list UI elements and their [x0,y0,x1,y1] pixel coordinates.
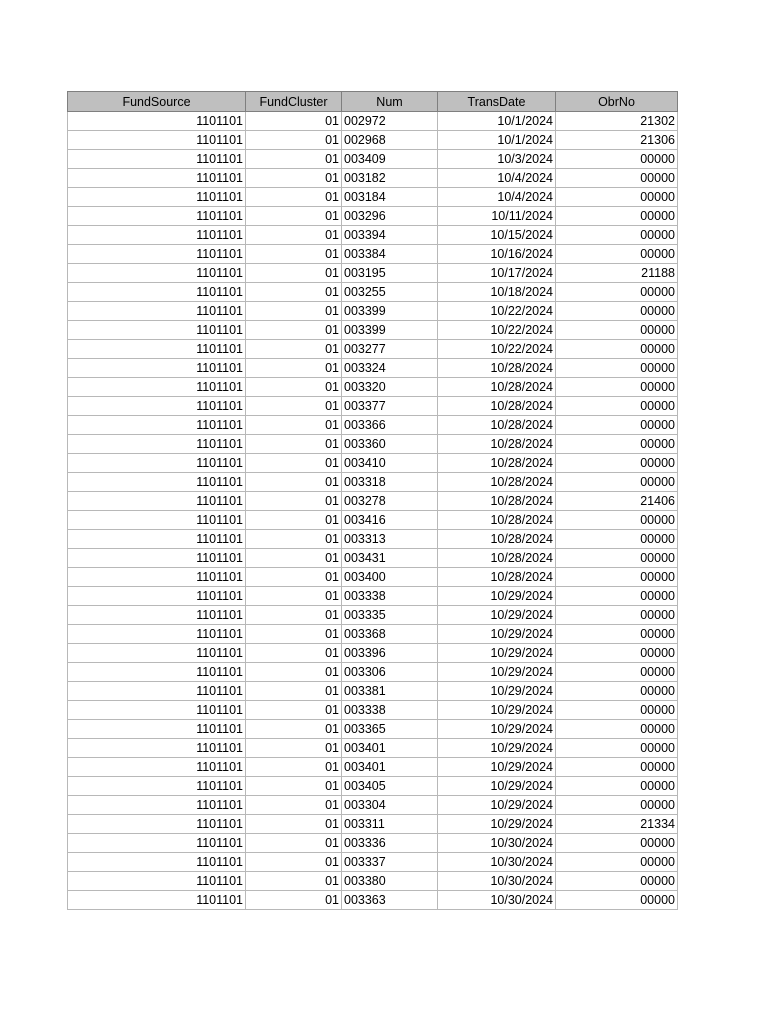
fundcluster-cell: 01 [246,606,342,625]
transdate-cell: 10/29/2024 [438,739,556,758]
fundsource-cell: 1101101 [68,739,246,758]
obrno-cell: 00000 [556,207,678,226]
fundcluster-cell: 01 [246,492,342,511]
table-row [68,321,678,340]
transdate-cell: 10/30/2024 [438,834,556,853]
transdate-cell: 10/1/2024 [438,112,556,131]
obrno-cell: 21334 [556,815,678,834]
table-row [68,891,678,910]
num-cell: 003377 [342,397,438,416]
fundsource-cell: 1101101 [68,112,246,131]
obrno-cell: 00000 [556,682,678,701]
table-row [68,606,678,625]
obrno-cell: 21306 [556,131,678,150]
table-row [68,853,678,872]
num-cell: 003320 [342,378,438,397]
table-row [68,492,678,511]
num-cell: 003313 [342,530,438,549]
obrno-cell: 00000 [556,644,678,663]
num-cell: 003396 [342,644,438,663]
fundcluster-cell: 01 [246,511,342,530]
table-row [68,169,678,188]
table-row [68,245,678,264]
transdate-cell: 10/29/2024 [438,587,556,606]
num-cell: 003416 [342,511,438,530]
fundsource-cell: 1101101 [68,454,246,473]
fundcluster-cell: 01 [246,454,342,473]
table-row [68,530,678,549]
obrno-cell: 00000 [556,701,678,720]
fundsource-cell: 1101101 [68,549,246,568]
obrno-cell: 00000 [556,587,678,606]
fundcluster-cell: 01 [246,131,342,150]
fundcluster-cell: 01 [246,796,342,815]
transdate-cell: 10/3/2024 [438,150,556,169]
obrno-cell: 00000 [556,226,678,245]
fundcluster-cell: 01 [246,663,342,682]
transdate-cell: 10/29/2024 [438,644,556,663]
fundsource-cell: 1101101 [68,321,246,340]
obrno-cell: 00000 [556,188,678,207]
transdate-cell: 10/28/2024 [438,473,556,492]
fundcluster-cell: 01 [246,321,342,340]
num-cell: 002968 [342,131,438,150]
fundsource-cell: 1101101 [68,492,246,511]
transdate-cell: 10/30/2024 [438,872,556,891]
obrno-cell: 00000 [556,378,678,397]
transdate-cell: 10/18/2024 [438,283,556,302]
fundsource-cell: 1101101 [68,777,246,796]
obrno-cell: 00000 [556,549,678,568]
obrno-cell: 00000 [556,720,678,739]
transdate-cell: 10/28/2024 [438,359,556,378]
fundsource-cell: 1101101 [68,283,246,302]
fundcluster-cell: 01 [246,644,342,663]
fundcluster-cell: 01 [246,150,342,169]
fundsource-cell: 1101101 [68,682,246,701]
obrno-cell: 00000 [556,796,678,815]
table-row [68,625,678,644]
fundsource-cell: 1101101 [68,131,246,150]
transdate-cell: 10/30/2024 [438,891,556,910]
transdate-cell: 10/28/2024 [438,397,556,416]
fundcluster-cell: 01 [246,397,342,416]
table-row [68,815,678,834]
fundcluster-cell: 01 [246,777,342,796]
transdate-cell: 10/28/2024 [438,454,556,473]
obrno-cell: 21302 [556,112,678,131]
obrno-cell: 00000 [556,625,678,644]
num-cell: 003195 [342,264,438,283]
fundsource-cell: 1101101 [68,644,246,663]
obrno-cell: 00000 [556,473,678,492]
table-row [68,682,678,701]
transdate-cell: 10/28/2024 [438,530,556,549]
fundsource-cell: 1101101 [68,226,246,245]
table-row [68,872,678,891]
fundcluster-cell: 01 [246,853,342,872]
obrno-cell: 00000 [556,321,678,340]
transdate-cell: 10/28/2024 [438,492,556,511]
fundcluster-cell: 01 [246,815,342,834]
table-row [68,416,678,435]
fundcluster-cell: 01 [246,359,342,378]
table-row [68,758,678,777]
num-cell: 003401 [342,758,438,777]
table-row [68,150,678,169]
fundcluster-cell: 01 [246,302,342,321]
table-row [68,568,678,587]
data-table [67,91,678,910]
num-cell: 003336 [342,834,438,853]
transdate-cell: 10/29/2024 [438,777,556,796]
table-row [68,473,678,492]
transdate-cell: 10/29/2024 [438,701,556,720]
num-cell: 003306 [342,663,438,682]
obrno-cell: 00000 [556,283,678,302]
fundcluster-cell: 01 [246,169,342,188]
num-cell: 003278 [342,492,438,511]
num-cell: 003431 [342,549,438,568]
fundcluster-cell: 01 [246,112,342,131]
transdate-cell: 10/29/2024 [438,606,556,625]
fundsource-cell: 1101101 [68,758,246,777]
obrno-cell: 00000 [556,435,678,454]
transdate-cell: 10/22/2024 [438,302,556,321]
obrno-cell: 00000 [556,397,678,416]
fundsource-cell: 1101101 [68,720,246,739]
column-header-transdate: TransDate [438,92,556,112]
fundsource-cell: 1101101 [68,815,246,834]
num-cell: 003399 [342,321,438,340]
transdate-cell: 10/4/2024 [438,169,556,188]
table-row [68,511,678,530]
table-row [68,226,678,245]
fundcluster-cell: 01 [246,891,342,910]
fundsource-cell: 1101101 [68,872,246,891]
fundcluster-cell: 01 [246,378,342,397]
table-row [68,739,678,758]
obrno-cell: 00000 [556,359,678,378]
fundsource-cell: 1101101 [68,378,246,397]
num-cell: 003384 [342,245,438,264]
table-row [68,283,678,302]
fundcluster-cell: 01 [246,758,342,777]
fundsource-cell: 1101101 [68,891,246,910]
num-cell: 003368 [342,625,438,644]
table-row [68,663,678,682]
num-cell: 003182 [342,169,438,188]
transdate-cell: 10/28/2024 [438,435,556,454]
num-cell: 003400 [342,568,438,587]
fundsource-cell: 1101101 [68,625,246,644]
fundsource-cell: 1101101 [68,302,246,321]
table-row [68,435,678,454]
fundcluster-cell: 01 [246,283,342,302]
fundsource-cell: 1101101 [68,701,246,720]
fundcluster-cell: 01 [246,587,342,606]
fundcluster-cell: 01 [246,872,342,891]
num-cell: 003338 [342,587,438,606]
num-cell: 003405 [342,777,438,796]
num-cell: 003409 [342,150,438,169]
fundcluster-cell: 01 [246,340,342,359]
obrno-cell: 00000 [556,834,678,853]
fundcluster-cell: 01 [246,473,342,492]
transdate-cell: 10/1/2024 [438,131,556,150]
num-cell: 003311 [342,815,438,834]
table-row [68,359,678,378]
transdate-cell: 10/28/2024 [438,378,556,397]
fundcluster-cell: 01 [246,188,342,207]
num-cell: 003255 [342,283,438,302]
obrno-cell: 00000 [556,530,678,549]
fundcluster-cell: 01 [246,701,342,720]
transdate-cell: 10/29/2024 [438,758,556,777]
table-row [68,644,678,663]
num-cell: 003394 [342,226,438,245]
num-cell: 003380 [342,872,438,891]
fundsource-cell: 1101101 [68,359,246,378]
fundcluster-cell: 01 [246,530,342,549]
column-header-fundsource: FundSource [68,92,246,112]
obrno-cell: 21406 [556,492,678,511]
num-cell: 003401 [342,739,438,758]
table-row [68,777,678,796]
num-cell: 003363 [342,891,438,910]
table-row [68,340,678,359]
fundsource-cell: 1101101 [68,834,246,853]
fundsource-cell: 1101101 [68,397,246,416]
fundsource-cell: 1101101 [68,568,246,587]
table-row [68,302,678,321]
column-header-fundcluster: FundCluster [246,92,342,112]
table-row [68,834,678,853]
transdate-cell: 10/30/2024 [438,853,556,872]
table-row [68,796,678,815]
table-row [68,378,678,397]
num-cell: 003337 [342,853,438,872]
obrno-cell: 00000 [556,150,678,169]
table-row [68,701,678,720]
obrno-cell: 00000 [556,777,678,796]
obrno-cell: 00000 [556,872,678,891]
fundsource-cell: 1101101 [68,530,246,549]
fundsource-cell: 1101101 [68,169,246,188]
fundcluster-cell: 01 [246,245,342,264]
fundsource-cell: 1101101 [68,796,246,815]
obrno-cell: 00000 [556,302,678,321]
fundsource-cell: 1101101 [68,245,246,264]
transdate-cell: 10/17/2024 [438,264,556,283]
fundsource-cell: 1101101 [68,587,246,606]
table-row [68,264,678,283]
obrno-cell: 00000 [556,891,678,910]
fundsource-cell: 1101101 [68,188,246,207]
table-row [68,112,678,131]
fundsource-cell: 1101101 [68,150,246,169]
table-row [68,207,678,226]
column-header-obrno: ObrNo [556,92,678,112]
fundcluster-cell: 01 [246,264,342,283]
obrno-cell: 00000 [556,663,678,682]
fundcluster-cell: 01 [246,549,342,568]
fundsource-cell: 1101101 [68,511,246,530]
fundsource-cell: 1101101 [68,340,246,359]
fundsource-cell: 1101101 [68,606,246,625]
fundcluster-cell: 01 [246,226,342,245]
fundcluster-cell: 01 [246,625,342,644]
num-cell: 003277 [342,340,438,359]
fundcluster-cell: 01 [246,834,342,853]
table-row [68,720,678,739]
obrno-cell: 00000 [556,245,678,264]
table-row [68,397,678,416]
fundcluster-cell: 01 [246,416,342,435]
table-row [68,454,678,473]
transdate-cell: 10/29/2024 [438,663,556,682]
fundcluster-cell: 01 [246,207,342,226]
obrno-cell: 00000 [556,758,678,777]
num-cell: 003360 [342,435,438,454]
transdate-cell: 10/29/2024 [438,625,556,644]
fundsource-cell: 1101101 [68,416,246,435]
transdate-cell: 10/16/2024 [438,245,556,264]
num-cell: 003318 [342,473,438,492]
fundsource-cell: 1101101 [68,853,246,872]
table-row [68,549,678,568]
obrno-cell: 00000 [556,340,678,359]
transdate-cell: 10/29/2024 [438,796,556,815]
fundsource-cell: 1101101 [68,663,246,682]
obrno-cell: 00000 [556,511,678,530]
transdate-cell: 10/22/2024 [438,340,556,359]
table-body [68,112,678,910]
obrno-cell: 00000 [556,739,678,758]
obrno-cell: 00000 [556,606,678,625]
fundcluster-cell: 01 [246,720,342,739]
transdate-cell: 10/28/2024 [438,549,556,568]
num-cell: 003381 [342,682,438,701]
fundsource-cell: 1101101 [68,435,246,454]
fundcluster-cell: 01 [246,568,342,587]
obrno-cell: 00000 [556,169,678,188]
fundsource-cell: 1101101 [68,473,246,492]
transdate-cell: 10/28/2024 [438,511,556,530]
transdate-cell: 10/29/2024 [438,815,556,834]
obrno-cell: 00000 [556,568,678,587]
num-cell: 003324 [342,359,438,378]
transdate-cell: 10/28/2024 [438,568,556,587]
fundcluster-cell: 01 [246,682,342,701]
fundcluster-cell: 01 [246,739,342,758]
transdate-cell: 10/29/2024 [438,720,556,739]
transdate-cell: 10/22/2024 [438,321,556,340]
num-cell: 003366 [342,416,438,435]
table-row [68,131,678,150]
transdate-cell: 10/28/2024 [438,416,556,435]
transdate-cell: 10/11/2024 [438,207,556,226]
transdate-cell: 10/29/2024 [438,682,556,701]
fundsource-cell: 1101101 [68,264,246,283]
fundcluster-cell: 01 [246,435,342,454]
num-cell: 003304 [342,796,438,815]
num-cell: 003410 [342,454,438,473]
num-cell: 003296 [342,207,438,226]
column-header-num: Num [342,92,438,112]
num-cell: 003184 [342,188,438,207]
num-cell: 003338 [342,701,438,720]
obrno-cell: 00000 [556,454,678,473]
obrno-cell: 00000 [556,416,678,435]
obrno-cell: 21188 [556,264,678,283]
obrno-cell: 00000 [556,853,678,872]
table-row [68,188,678,207]
num-cell: 002972 [342,112,438,131]
num-cell: 003365 [342,720,438,739]
transdate-cell: 10/4/2024 [438,188,556,207]
num-cell: 003335 [342,606,438,625]
table-row [68,587,678,606]
fundsource-cell: 1101101 [68,207,246,226]
transdate-cell: 10/15/2024 [438,226,556,245]
header-row [68,92,678,112]
num-cell: 003399 [342,302,438,321]
